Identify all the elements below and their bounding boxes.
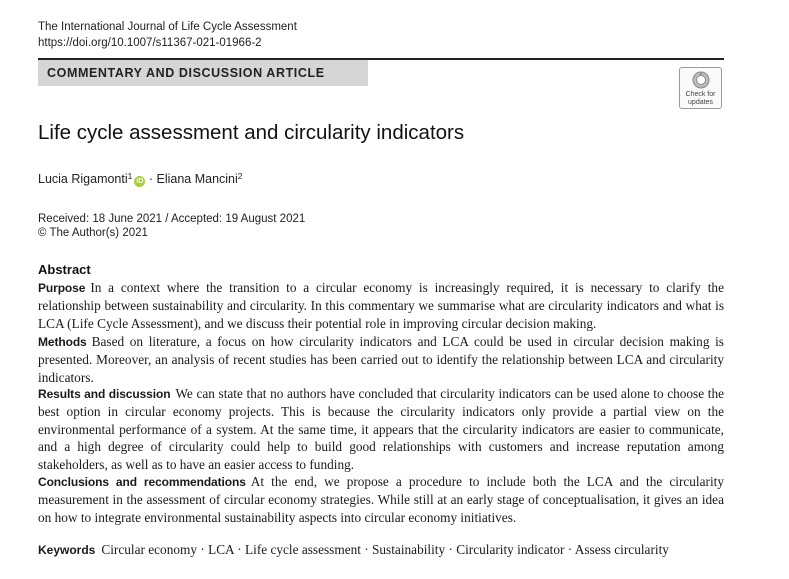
methods-text: Based on literature, a focus on how circularity indicators and LCA could be used in circular decision making is presented. Moreover, an analysis of recent studies has been carried out to identify the relationship between LCA and circularity indicators. [38,334,724,385]
check-updates-label: Check for [685,91,716,98]
conclusions-text: At the end, we propose a procedure to include both the LCA and the circularity measurement in the assessment of circular economy strategies. While still at an early stage of conceptualisation, it gives an idea on how to integrate environmental sustainability aspects into circular economy initiatives. [38,474,724,525]
journal-name: The International Journal of Life Cycle Assessment [38,21,297,33]
methods-label: Methods [38,335,87,349]
abstract-methods [38,333,724,386]
copyright: © The Author(s) 2021 [38,227,148,239]
orcid-icon[interactable]: iD [136,178,144,185]
author-separator: · [145,172,157,186]
results-text: We can state that no authors have concluded that circularity indicators can be used alone to choose the best option in circular economy projects. This is because the circularity indicators only provide a partial view on the environmental performance of a system. At the same time, it appears that the circularity indicators are easier to communicate, and a high degree of circularity could help to build good relationships with customers and increase reputation among stakeholders, as well as to have an easier access to funding. [38,386,724,472]
check-updates-label-2: updates [688,99,713,106]
keywords-label: Keywords [38,543,96,557]
check-for-updates-button[interactable] [679,67,722,109]
article-title: Life cycle assessment and circularity indicators [38,121,465,144]
received-dates: Received: 18 June 2021 / Accepted: 19 August 2021 [38,213,306,225]
abstract-purpose [38,279,724,332]
check-updates-icon [692,71,710,89]
abstract-heading: Abstract [38,262,91,277]
author-name[interactable]: Lucia Rigamonti [38,172,128,186]
author-affiliation: 1 [127,171,133,181]
article-type-banner: COMMENTARY AND DISCUSSION ARTICLE [38,60,368,86]
results-label: Results and discussion [38,387,171,401]
purpose-text: In a context where the transition to a circular economy is increasingly required, it is necessary to clarify the relationship between sustainability and circularity. In this commentary we summarise what are circularity indicators and what is LCA (Life Cycle Assessment), and we discuss their potential role in improving circular decision making. [38,280,724,331]
doi-link[interactable]: https://doi.org/10.1007/s11367-021-01966-2 [38,37,262,49]
abstract-results [38,385,724,473]
abstract-conclusions [38,473,724,526]
author-name[interactable]: Eliana Mancini [156,172,238,186]
keywords-text: Circular economy · LCA · Life cycle assessment · Sustainability · Circularity indicator · Assess circularity [101,542,669,557]
author-list [38,168,243,187]
author-affiliation: 2 [237,171,243,181]
keywords [38,541,669,559]
purpose-label: Purpose [38,281,86,295]
conclusions-label: Conclusions and recommendations [38,475,246,489]
